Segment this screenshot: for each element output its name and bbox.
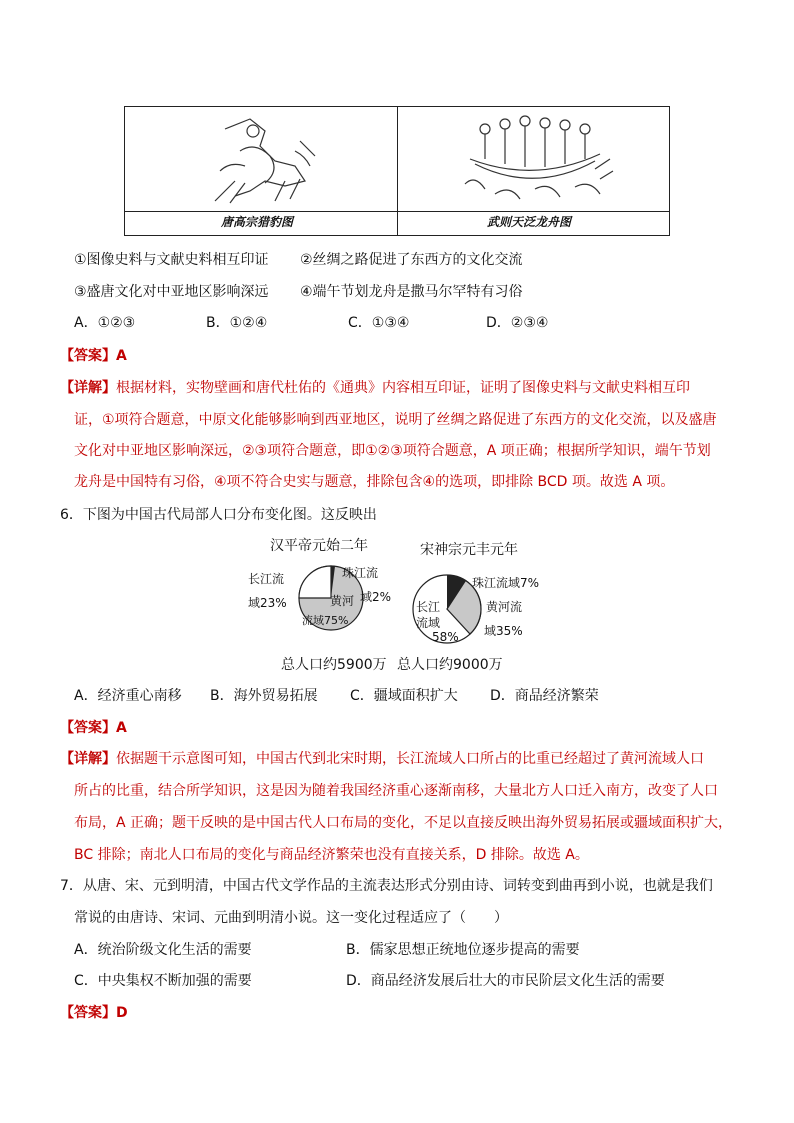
q6-option-a: A．经济重心南移 xyxy=(74,688,182,704)
left-label-pearl-1: 珠江流 xyxy=(342,566,379,580)
q6-answer xyxy=(60,717,127,737)
left-label-yangtze-1: 长江流 xyxy=(248,572,285,586)
q6-detail-line-4: BC 排除；南北人口布局的变化与商品经济繁荣也没有直接关系，D 排除。故选 A。 xyxy=(74,847,589,863)
q6-detail-line-1 xyxy=(60,749,704,769)
right-chart-title: 宋神宗元丰元年 xyxy=(420,542,518,558)
option-d: D．②③④ xyxy=(486,315,549,331)
table-divider-vertical xyxy=(397,107,398,235)
right-label-yellow-1: 黄河流 xyxy=(486,600,523,614)
right-chart-total: 总人口约9000万 xyxy=(397,657,503,673)
left-label-yangtze-2: 域23% xyxy=(248,596,287,610)
q5-detail-line-1 xyxy=(60,378,690,398)
answer-tag: 【答案】 xyxy=(60,348,116,364)
left-caption: 唐高宗猎豹图 xyxy=(221,215,294,229)
q5-detail-line-2: 证，①项符合题意，中原文化能够影响到西亚地区，说明了丝绸之路促进了东西方的文化交流，以及盛唐 xyxy=(74,412,717,428)
right-label-yangtze-1: 长江 xyxy=(416,600,441,614)
right-label-yangtze-3: 58% xyxy=(432,630,459,644)
q5-detail-line-3: 文化对中亚地区影响深远，②③项符合题意，即①②③项符合题意，A 项正确；根据所学知识，端午节划 xyxy=(74,443,711,459)
right-label-yellow-2: 域35% xyxy=(484,624,523,638)
q6-option-d: D．商品经济繁荣 xyxy=(490,688,599,704)
table-divider-horizontal xyxy=(125,211,669,212)
left-chart-title: 汉平帝元始二年 xyxy=(270,538,368,554)
dragon-boat-illustration xyxy=(455,109,615,209)
q7-stem-line-1: 7．从唐、宋、元到明清，中国古代文学作品的主流表达形式分别由诗、词转变到曲再到小说，也就是我们 xyxy=(60,878,713,894)
q6-stem: 6．下图为中国古代局部人口分布变化图。这反映出 xyxy=(60,507,377,523)
q5-answer xyxy=(60,345,127,365)
q6-option-c: C．疆域面积扩大 xyxy=(350,688,458,704)
detail-text: 根据材料，实物壁画和唐代杜佑的《通典》内容相互印证，证明了图像史料与文献史料相互印 xyxy=(116,380,690,396)
q6-option-b: B．海外贸易拓展 xyxy=(210,688,318,704)
detail-tag: 【详解】 xyxy=(60,380,116,396)
statement-1: ①图像史料与文献史料相互印证 xyxy=(74,252,269,268)
answer-tag: 【答案】 xyxy=(60,720,116,736)
option-b: B．①②④ xyxy=(206,315,268,331)
statement-3: ③盛唐文化对中亚地区影响深远 xyxy=(74,284,269,300)
q7-option-d: D．商品经济发展后壮大的市民阶层文化生活的需要 xyxy=(346,973,665,989)
statement-2: ②丝绸之路促进了东西方的文化交流 xyxy=(300,252,523,268)
detail-tag: 【详解】 xyxy=(60,751,116,767)
q7-answer xyxy=(60,1002,128,1022)
left-label-pearl-2: 域2% xyxy=(360,590,392,604)
right-label-yangtze-2: 流域 xyxy=(416,616,441,630)
q7-stem-line-2: 常说的由唐诗、宋词、元曲到明清小说。这一变化过程适应了（ ） xyxy=(74,910,508,926)
left-chart-total: 总人口约5900万 xyxy=(281,657,387,673)
q5-detail-line-4: 龙舟是中国特有习俗，④项不符合史实与题意，排除包含④的选项，即排除 BCD 项。故选 A 项。 xyxy=(74,474,675,490)
answer-value: A xyxy=(116,720,127,736)
answer-value: D xyxy=(116,1005,128,1021)
option-a: A．①②③ xyxy=(74,315,136,331)
option-c: C．①③④ xyxy=(348,315,410,331)
q7-option-a: A．统治阶级文化生活的需要 xyxy=(74,942,252,958)
detail-text: 依据题干示意图可知，中国古代到北宋时期，长江流域人口所占的比重已经超过了黄河流域人口 xyxy=(116,751,704,767)
q6-detail-line-3: 布局，A 正确；题干反映的是中国古代人口布局的变化，不足以直接反映出海外贸易拓展或疆域面积扩大， xyxy=(74,815,733,831)
right-caption: 武则天泛龙舟图 xyxy=(487,215,572,229)
left-label-yellow-1: 黄河 xyxy=(330,594,355,608)
answer-tag: 【答案】 xyxy=(60,1005,116,1021)
image-table xyxy=(124,106,670,236)
right-label-pearl: 珠江流域7% xyxy=(472,576,540,590)
q7-option-c: C．中央集权不断加强的需要 xyxy=(74,973,252,989)
q6-detail-line-2: 所占的比重，结合所学知识，这是因为随着我国经济重心逐渐南移，大量北方人口迁入南方，改变了人口 xyxy=(74,783,718,799)
statement-4: ④端午节划龙舟是撒马尔罕特有习俗 xyxy=(300,284,523,300)
left-label-yellow-2: 流域75% xyxy=(302,614,349,627)
answer-value: A xyxy=(116,348,127,364)
hunting-illustration xyxy=(205,111,325,207)
q7-option-b: B．儒家思想正统地位逐步提高的需要 xyxy=(346,942,580,958)
